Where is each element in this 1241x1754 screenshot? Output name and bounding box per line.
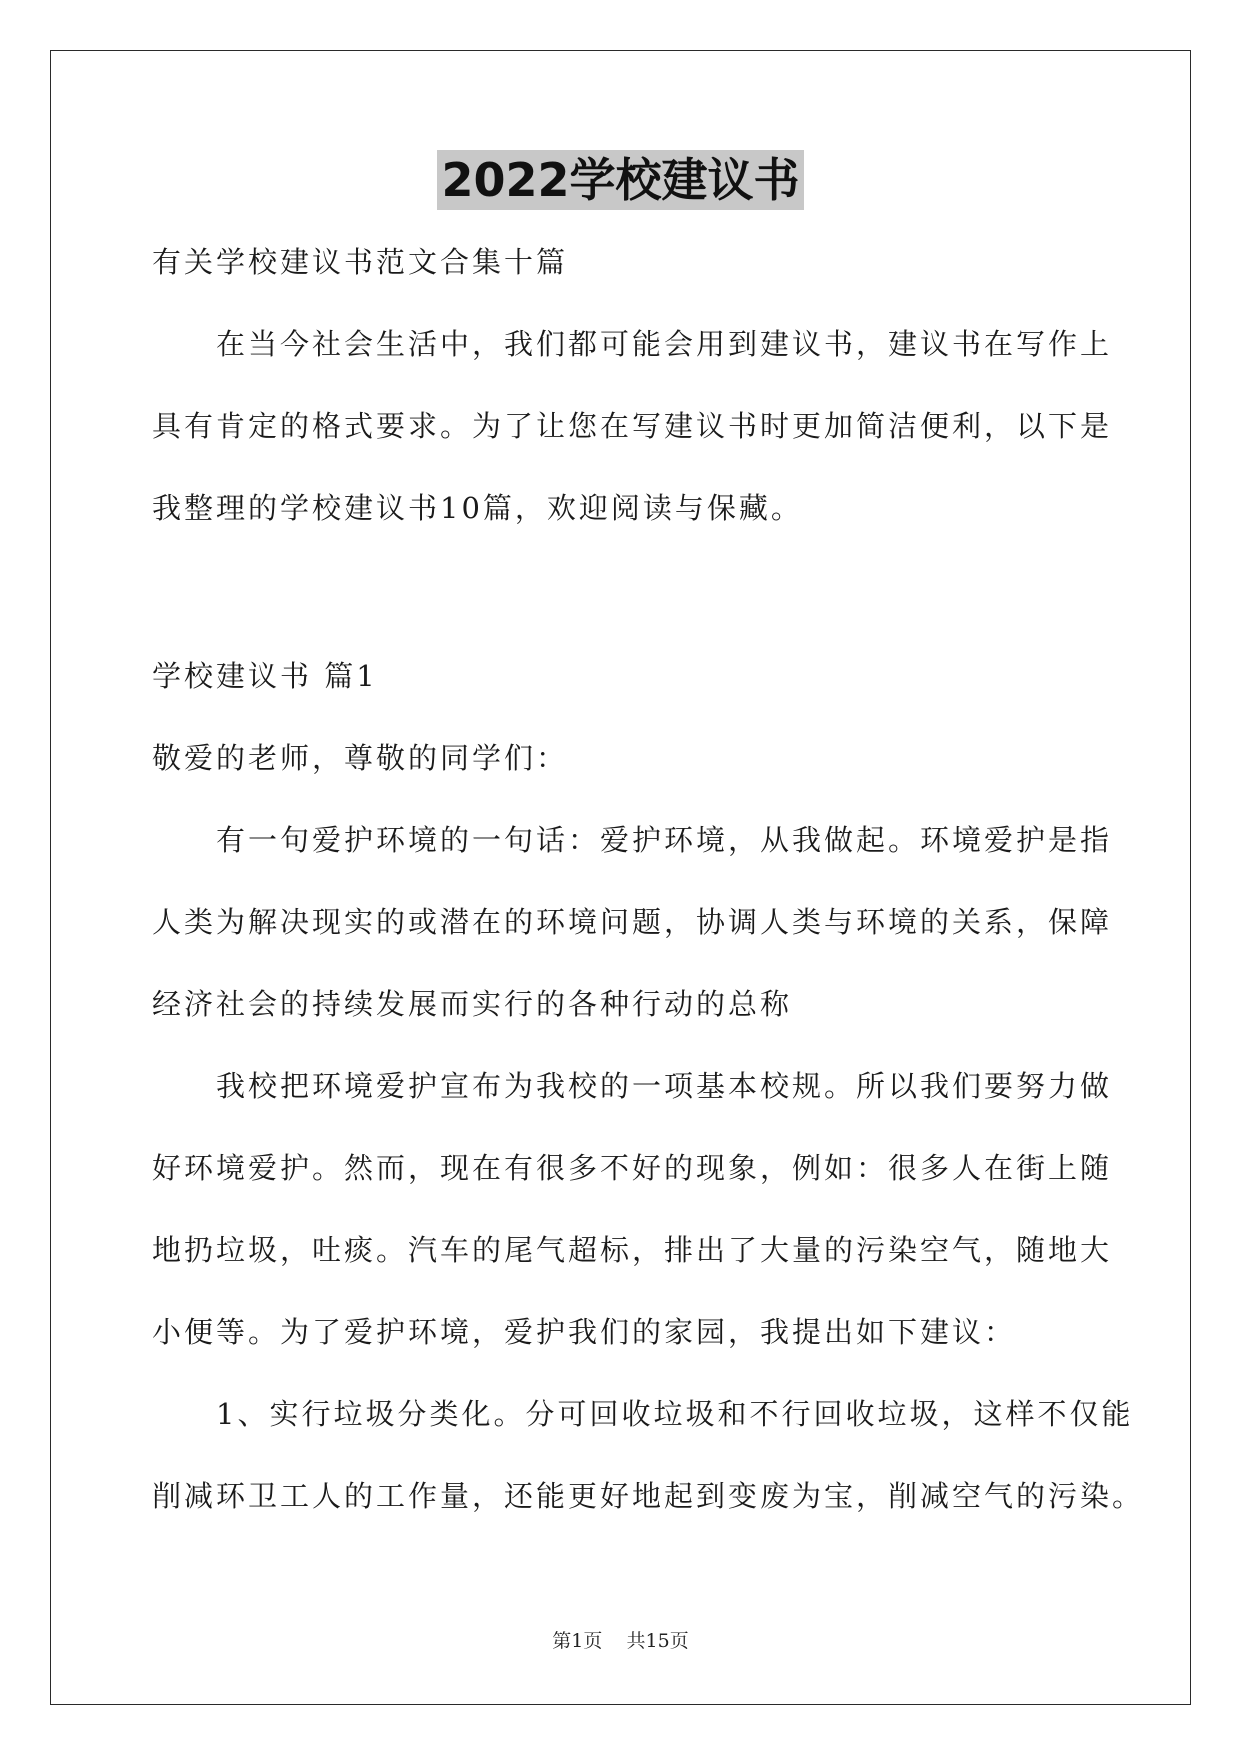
page-number: 第1页 — [552, 1630, 603, 1652]
paragraph-line: 好环境爱护。然而，现在有很多不好的现象，例如：很多人在街上随 — [152, 1151, 1113, 1185]
intro-paragraph-line: 具有肯定的格式要求。为了让您在写建议书时更加简洁便利，以下是 — [152, 409, 1113, 443]
salutation: 敬爱的老师，尊敬的同学们： — [152, 741, 569, 775]
paragraph-line: 地扔垃圾，吐痰。汽车的尾气超标，排出了大量的污染空气，随地大 — [152, 1233, 1113, 1267]
section-heading: 学校建议书 篇1 — [152, 659, 378, 693]
intro-heading: 有关学校建议书范文合集十篇 — [152, 245, 569, 279]
paragraph-line: 我校把环境爱护宣布为我校的一项基本校规。所以我们要努力做 — [152, 1069, 1113, 1103]
paragraph-line: 有一句爱护环境的一句话：爱护环境，从我做起。环境爱护是指 — [152, 823, 1113, 857]
paragraph-line: 削减环卫工人的工作量，还能更好地起到变废为宝，削减空气的污染。 — [152, 1479, 1145, 1513]
document-body — [152, 232, 1145, 1548]
paragraph-line: 经济社会的持续发展而实行的各种行动的总称 — [152, 987, 793, 1021]
intro-paragraph-line: 我整理的学校建议书10篇，欢迎阅读与保藏。 — [152, 491, 803, 525]
paragraph-line: 小便等。为了爱护环境，爱护我们的家园，我提出如下建议： — [152, 1315, 1017, 1349]
section-spacer — [152, 560, 1097, 646]
document-title: 2022学校建议书 — [437, 150, 803, 210]
paragraph-line: 1、实行垃圾分类化。分可回收垃圾和不行回收垃圾，这样不仅能 — [152, 1397, 1134, 1431]
page-total: 共15页 — [626, 1630, 689, 1652]
title-container — [0, 150, 1241, 210]
page-footer — [0, 1626, 1241, 1653]
paragraph-line: 人类为解决现实的或潜在的环境问题，协调人类与环境的关系，保障 — [152, 905, 1113, 939]
intro-paragraph-line: 在当今社会生活中，我们都可能会用到建议书，建议书在写作上 — [152, 327, 1113, 361]
